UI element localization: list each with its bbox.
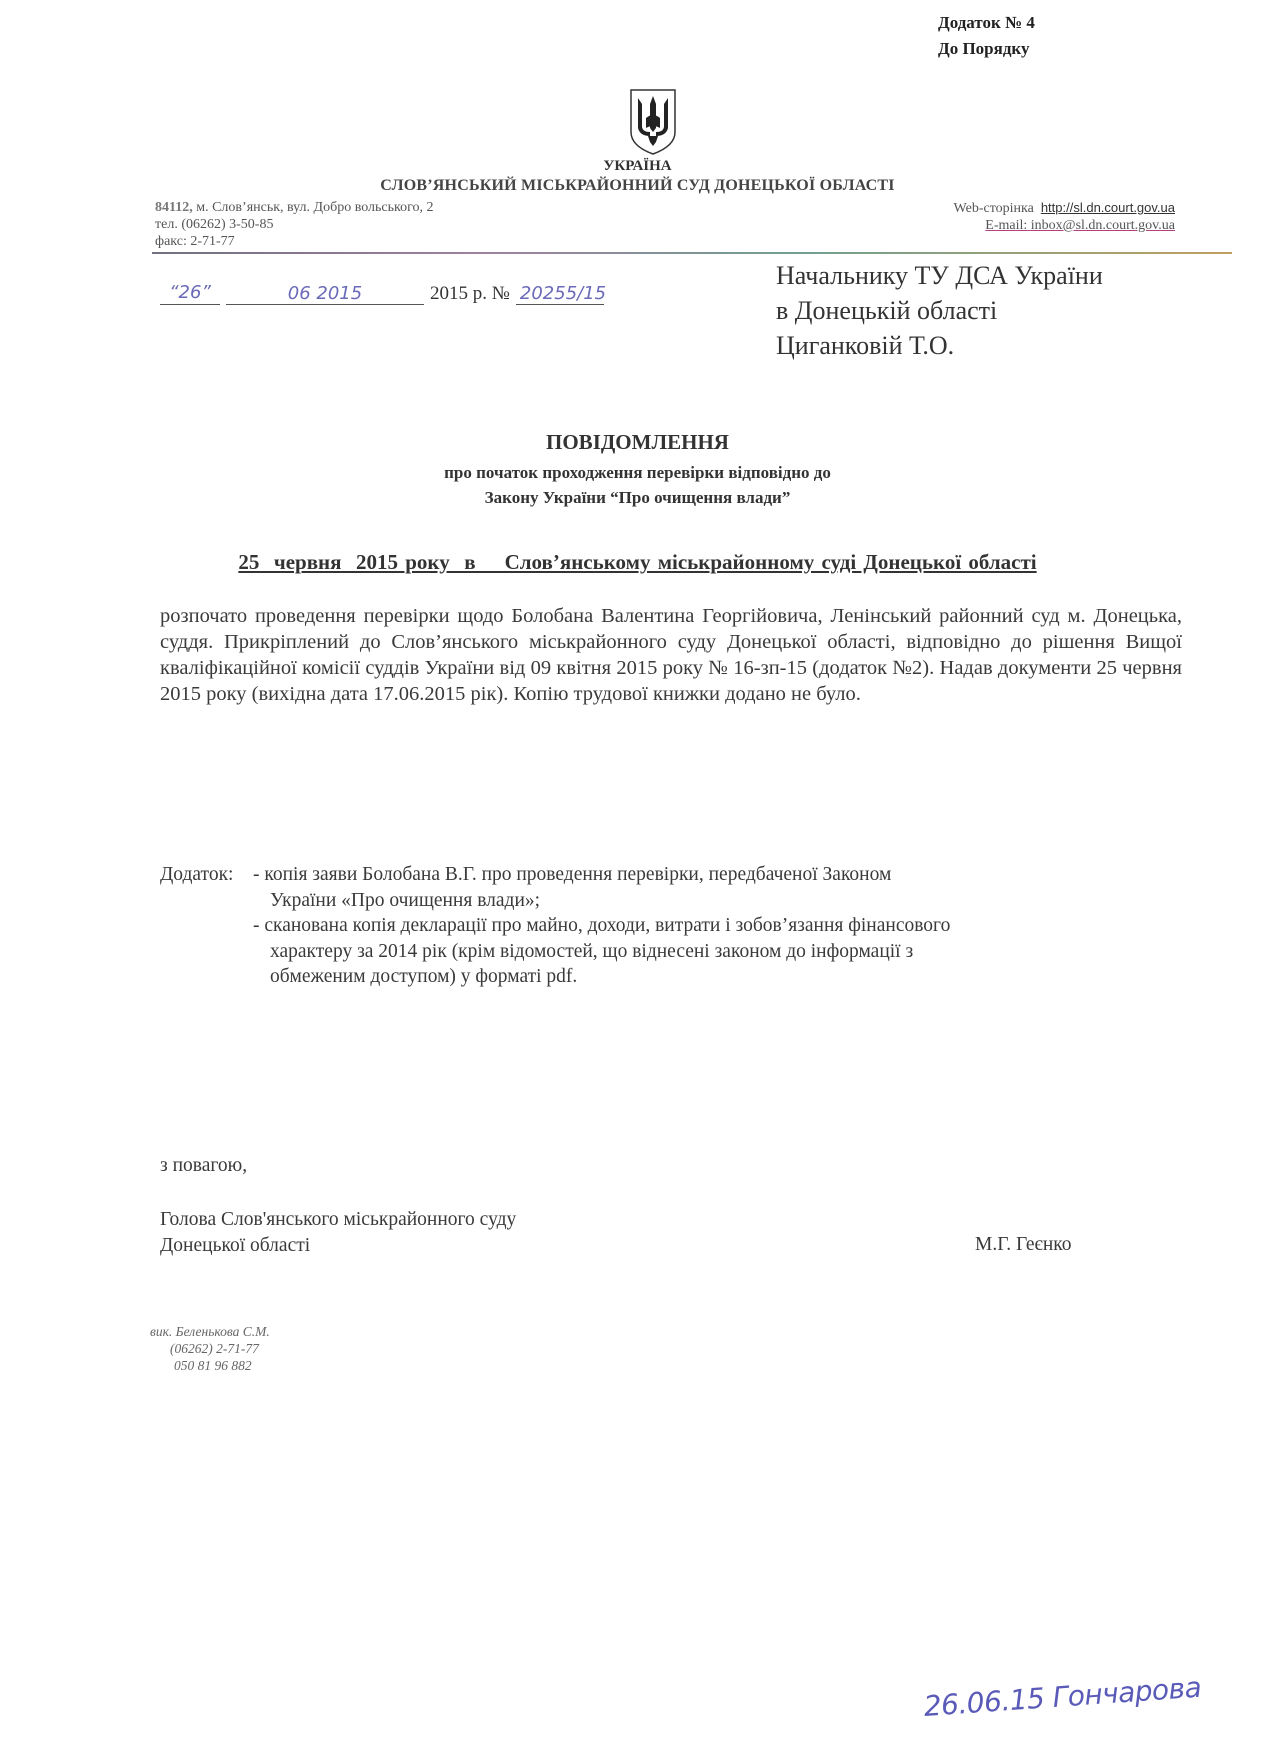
letterhead-divider xyxy=(152,252,1232,254)
signer-position-line-2: Донецької області xyxy=(160,1235,311,1256)
web-link[interactable]: http://sl.dn.court.gov.ua xyxy=(1040,200,1175,215)
annex-number: Додаток № 4 xyxy=(938,13,1035,32)
court-address xyxy=(155,199,433,216)
zip-code: 84112, xyxy=(155,200,193,215)
attachment-2-line-2: характеру за 2014 рік (крім відомостей, що віднесені законом до інформації з xyxy=(270,940,914,962)
attachments-list xyxy=(160,862,1190,990)
handwritten-receipt-note: 26.06.15 Гончарова xyxy=(922,1670,1203,1723)
addressee-block xyxy=(776,258,1103,363)
annex-label xyxy=(938,10,1035,62)
court-address-block xyxy=(155,199,433,250)
court-contacts xyxy=(954,199,1175,234)
body-paragraph: розпочато проведення перевірки щодо Болобана Валентина Георгійовича, Ленінський районний суд м. Донецька, суддя. Прикріплений до Слов’янського міськрайонного суду Донецької області, відповідно до рішення Вищої кваліфікаційної комісії суддів України від 09 квітня 2015 року № 16-зп-15 (додаток №2). Надав документи 25 червня 2015 року (вихідна дата 17.06.2015 рік). Копію трудової книжки додано не було. xyxy=(160,605,1182,705)
executor-phone-2: 050 81 96 882 xyxy=(174,1358,252,1373)
court-name: СЛОВ’ЯНСЬКИЙ МІСЬКРАЙОННИЙ СУД ДОНЕЦЬКОЇ ОБЛАСТІ xyxy=(380,177,895,194)
document-subtitle xyxy=(0,460,1275,510)
attachment-2-line-1: - сканована копія декларації про майно, доходи, витрати і зобов’язання фінансового xyxy=(253,915,951,936)
registration-number: 20255/15 xyxy=(516,283,604,305)
executor-phone-1: (06262) 2-71-77 xyxy=(170,1341,259,1356)
document-title: ПОВІДОМЛЕННЯ xyxy=(546,430,729,454)
email-label: E-mail: xyxy=(985,218,1028,233)
annex-reference: До Порядку xyxy=(938,39,1030,58)
registration-month: 06 2015 xyxy=(226,283,424,305)
attachments-label: Додаток: xyxy=(160,864,234,885)
signer-position xyxy=(160,1207,516,1259)
date-place-line: 25 червня 2015 року в Слов’янському міськрайонному суді Донецької області xyxy=(238,550,1037,574)
attachment-1-line-2: України «Про очищення влади»; xyxy=(270,889,541,911)
addressee-name: Циганковій Т.О. xyxy=(776,331,955,360)
email-link[interactable]: inbox@sl.dn.court.gov.ua xyxy=(1030,218,1175,233)
country-name: УКРАЇНА xyxy=(603,158,672,174)
executor-name: вик. Беленькова С.М. xyxy=(150,1324,270,1339)
executor-info xyxy=(150,1323,270,1374)
court-fax: факс: 2-71-77 xyxy=(155,234,235,249)
registration-day: “26” xyxy=(160,282,220,305)
attachment-1-line-1: - копія заяви Болобана В.Г. про проведення перевірки, передбаченої Законом xyxy=(253,864,892,885)
signer-name: М.Г. Геєнко xyxy=(975,1234,1072,1255)
registration-line xyxy=(160,282,607,305)
web-label: Web-сторінка xyxy=(953,201,1034,216)
subtitle-line-2: Закону України “Про очищення влади” xyxy=(484,488,791,507)
court-phone: тел. (06262) 3-50-85 xyxy=(155,217,274,232)
closing-regards: з повагою, xyxy=(160,1155,248,1176)
attachment-2-line-3: обмеженим доступом) у форматі pdf. xyxy=(270,966,578,987)
registration-year: 2015 р. № xyxy=(430,283,510,304)
addressee-region: в Донецькій області xyxy=(776,296,998,325)
signer-position-line-1: Голова Слов'янського міськрайонного суду xyxy=(160,1209,517,1230)
street-address: м. Слов’янськ, вул. Добро вольського, 2 xyxy=(192,200,434,215)
addressee-position: Начальнику ТУ ДСА України xyxy=(776,261,1103,290)
ukraine-trident-icon xyxy=(628,88,678,156)
subtitle-line-1: про початок проходження перевірки відповідно до xyxy=(444,463,831,482)
